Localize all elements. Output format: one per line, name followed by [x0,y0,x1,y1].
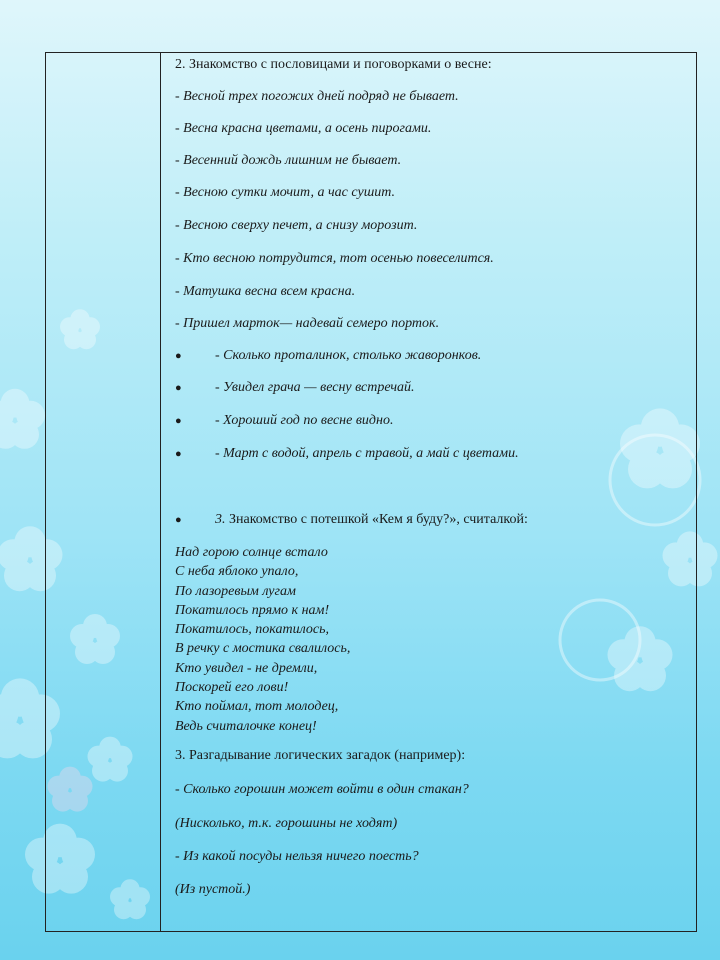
left-column [46,53,161,931]
poem [175,543,350,736]
bullet-icon: ● [175,448,182,460]
poem-line: Кто увидел - не дремли, [175,660,318,676]
proverb-5: - Весною сверху печет, а снизу морозит. [175,218,418,233]
poem-line: Над горою солнце встало [175,545,328,560]
proverb-8: - Пришел марток— надевай семеро порток. [175,316,440,331]
poem-line: С неба яблоко упало, [175,564,299,580]
proverb-4: - Весною сутки мочит, а час сушит. [175,185,396,200]
section2-heading [215,512,528,528]
poem-line: По лазоревым лугам [175,583,296,599]
bullet-item-1: - Сколько проталинок, столько жаворонков. [215,348,482,363]
proverb-6: - Кто весною потрудится, тот осенью повеселится. [175,251,494,266]
bullet-icon: ● [175,350,182,362]
section2-number: 3. [215,512,226,527]
content-table [45,52,697,932]
riddle-2: - Из какой посуды нельзя ничего поесть? [175,849,419,864]
riddle-answer-2: (Из пустой.) [175,882,251,897]
poem-line: Кто поймал, тот молодец, [175,699,339,715]
poem-line: Поскорей его лови! [175,680,289,696]
bullet-item-2: - Увидел грача — весну встречай. [215,380,415,395]
section3-heading: 3. Разгадывание логических загадок (например): [175,748,466,763]
section1-heading: 2. Знакомство с пословицами и поговорками о весне: [175,57,492,72]
poem-line: Покатилось, покатилось, [175,622,329,638]
bullet-icon: ● [175,514,182,526]
poem-line: Покатилось прямо к нам! [175,602,330,618]
right-column [162,53,696,931]
riddle-1: - Сколько горошин может войти в один стакан? [175,782,469,797]
bullet-icon: ● [175,415,182,427]
proverb-2: - Весна красна цветами, а осень пирогами. [175,121,432,136]
proverb-1: - Весной трех погожих дней подряд не бывает. [175,89,459,104]
bullet-icon: ● [175,382,182,394]
bullet-item-3: - Хороший год по весне видно. [215,413,394,428]
poem-line: В речку с мостика свалилось, [175,641,351,657]
riddle-answer-1: (Нисколько, т.к. горошины не ходят) [175,816,398,831]
proverb-7: - Матушка весна всем красна. [175,284,356,299]
bullet-item-4: - Март с водой, апрель с травой, а май с цветами. [215,446,519,461]
proverb-3: - Весенний дождь лишним не бывает. [175,153,402,168]
section2-heading-text: Знакомство с потешкой «Кем я буду?», считалкой: [229,512,528,527]
poem-line: Ведь считалочке конец! [175,718,317,734]
